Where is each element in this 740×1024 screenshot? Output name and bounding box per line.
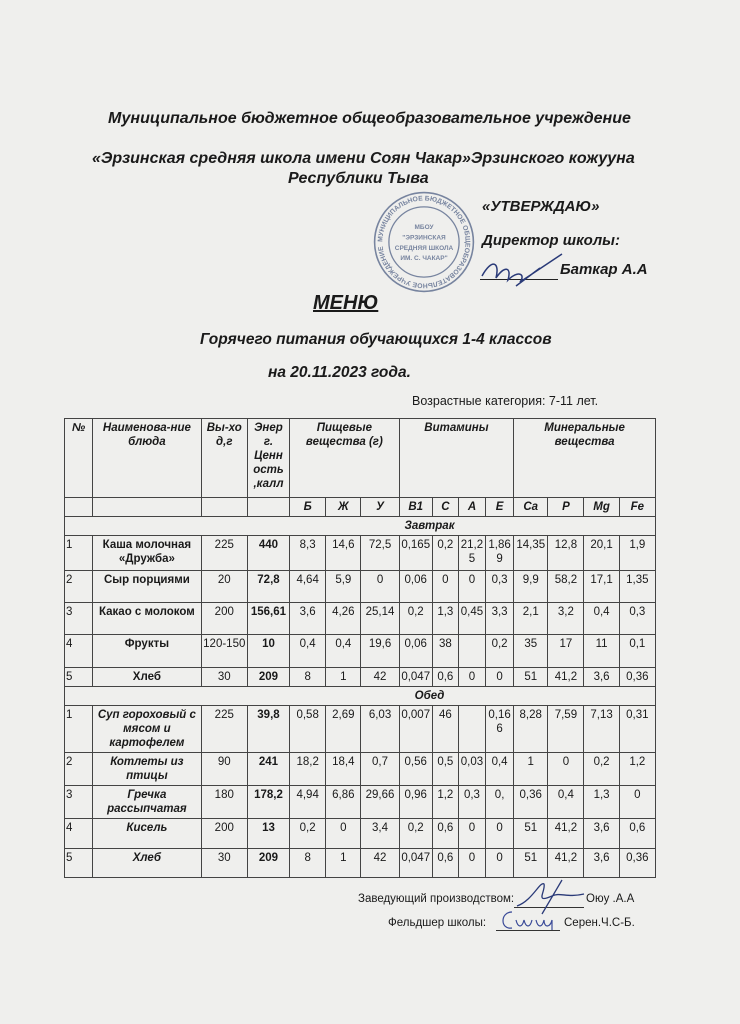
table-row — [65, 849, 656, 878]
table-cell: 1 — [65, 536, 93, 571]
table-cell: 0 — [458, 849, 485, 878]
table-cell: 72,5 — [361, 536, 399, 571]
table-cell: 41,2 — [548, 849, 584, 878]
table-cell: 51 — [514, 819, 548, 849]
table-cell: 0,06 — [399, 635, 432, 668]
table-cell: 42 — [361, 849, 399, 878]
table-cell: 9,9 — [514, 571, 548, 603]
energy-cell: 440 — [247, 536, 289, 571]
table-cell: 6,86 — [326, 786, 361, 819]
table-cell: 0,56 — [399, 753, 432, 786]
section-row — [65, 517, 656, 536]
dish-name: Гречка рассыпчатая — [93, 786, 202, 819]
header-yield: Вы-ход,г — [201, 419, 247, 498]
subheader-cell: Mg — [584, 498, 619, 517]
table-cell: 4 — [65, 819, 93, 849]
subheader-empty — [65, 498, 93, 517]
table-cell: 7,13 — [584, 706, 619, 753]
subheader-cell: А — [458, 498, 485, 517]
table-cell: 8,3 — [290, 536, 326, 571]
table-cell: 0,2 — [399, 603, 432, 635]
subheader-cell: С — [432, 498, 458, 517]
table-cell: 120-150 — [201, 635, 247, 668]
dish-name: Хлеб — [93, 668, 202, 687]
dish-name: Фрукты — [93, 635, 202, 668]
table-cell: 46 — [432, 706, 458, 753]
table-cell: 18,2 — [290, 753, 326, 786]
table-cell: 17 — [548, 635, 584, 668]
table-cell: 0,36 — [619, 668, 655, 687]
table-cell: 0,2 — [486, 635, 514, 668]
table-cell: 3,4 — [361, 819, 399, 849]
table-cell: 0,4 — [290, 635, 326, 668]
menu-date: на 20.11.2023 года. — [268, 364, 411, 381]
table-cell: 4,64 — [290, 571, 326, 603]
table-cell: 0,6 — [432, 819, 458, 849]
table-cell: 2,1 — [514, 603, 548, 635]
table-cell: 0,4 — [548, 786, 584, 819]
table-cell: 0,007 — [399, 706, 432, 753]
dish-name: Какао с молоком — [93, 603, 202, 635]
table-row — [65, 753, 656, 786]
table-cell: 225 — [201, 706, 247, 753]
table-cell: 0, — [486, 786, 514, 819]
subheader-cell: Fe — [619, 498, 655, 517]
table-cell: 17,1 — [584, 571, 619, 603]
table-cell: 180 — [201, 786, 247, 819]
energy-cell: 209 — [247, 668, 289, 687]
school-stamp — [372, 190, 476, 294]
medic-name: Серен.Ч.С-Б. — [564, 917, 635, 929]
table-cell: 1 — [326, 849, 361, 878]
table-cell: 51 — [514, 668, 548, 687]
subheader-cell: Б — [290, 498, 326, 517]
header-energy: Энер г. Ценн ость ,калл — [247, 419, 289, 498]
section-row — [65, 687, 656, 706]
director-signature — [478, 252, 568, 292]
table-cell: 0,3 — [486, 571, 514, 603]
table-cell: 0,1 — [619, 635, 655, 668]
table-cell: 90 — [201, 753, 247, 786]
table-cell: 0 — [458, 819, 485, 849]
subheader-empty — [93, 498, 202, 517]
table-cell: 0,2 — [432, 536, 458, 571]
table-cell — [458, 635, 485, 668]
table-cell: 4,26 — [326, 603, 361, 635]
table-cell: 0,06 — [399, 571, 432, 603]
svg-text:МУНИЦИПАЛЬНОЕ БЮДЖЕТНОЕ ОБЩЕОБ: МУНИЦИПАЛЬНОЕ БЮДЖЕТНОЕ ОБЩЕОБРАЗОВАТЕЛЬНОЕ УЧРЕЖДЕНИЕ — [377, 195, 471, 289]
section-title: Обед — [65, 687, 656, 706]
table-cell: 0 — [548, 753, 584, 786]
table-cell: 3,6 — [584, 849, 619, 878]
table-cell: 8,28 — [514, 706, 548, 753]
table-row — [65, 603, 656, 635]
table-cell: 0 — [486, 668, 514, 687]
energy-cell: 39,8 — [247, 706, 289, 753]
table-cell: 0,7 — [361, 753, 399, 786]
table-cell: 20 — [201, 571, 247, 603]
table-cell: 20,1 — [584, 536, 619, 571]
table-cell: 200 — [201, 603, 247, 635]
svg-text:СРЕДНЯЯ ШКОЛА: СРЕДНЯЯ ШКОЛА — [394, 244, 454, 252]
table-cell: 4 — [65, 635, 93, 668]
subheader-cell: Ж — [326, 498, 361, 517]
subheader-cell: Е — [486, 498, 514, 517]
table-cell: 14,6 — [326, 536, 361, 571]
table-cell: 1,2 — [432, 786, 458, 819]
page-title: МЕНЮ — [313, 292, 379, 314]
table-cell: 51 — [514, 849, 548, 878]
table-cell: 0,03 — [458, 753, 485, 786]
table-cell: 5 — [65, 849, 93, 878]
table-cell: 2,69 — [326, 706, 361, 753]
table-cell: 3,3 — [486, 603, 514, 635]
table-cell: 3 — [65, 603, 93, 635]
table-cell: 0,4 — [584, 603, 619, 635]
table-cell: 0,58 — [290, 706, 326, 753]
table-cell: 0,165 — [399, 536, 432, 571]
table-cell: 58,2 — [548, 571, 584, 603]
table-cell: 3 — [65, 786, 93, 819]
table-cell: 0,36 — [514, 786, 548, 819]
table-cell: 1,35 — [619, 571, 655, 603]
energy-cell: 241 — [247, 753, 289, 786]
table-row — [65, 668, 656, 687]
energy-cell: 178,2 — [247, 786, 289, 819]
table-cell: 7,59 — [548, 706, 584, 753]
table-cell: 3,6 — [290, 603, 326, 635]
table-cell: 38 — [432, 635, 458, 668]
table-cell: 18,4 — [326, 753, 361, 786]
table-cell: 0,4 — [326, 635, 361, 668]
header-dish-name: Наименова-ние блюда — [93, 419, 202, 498]
approve-label: «УТВЕРЖДАЮ» — [482, 198, 600, 215]
table-row — [65, 819, 656, 849]
table-cell: 1,3 — [432, 603, 458, 635]
subheader-cell: У — [361, 498, 399, 517]
dish-name: Котлеты из птицы — [93, 753, 202, 786]
table-cell: 8 — [290, 849, 326, 878]
table-cell: 0,31 — [619, 706, 655, 753]
dish-name: Суп гороховый с мясом и картофелем — [93, 706, 202, 753]
table-cell: 41,2 — [548, 668, 584, 687]
table-cell: 2 — [65, 753, 93, 786]
table-cell: 0,96 — [399, 786, 432, 819]
age-category: Возрастные категория: 7-11 лет. — [412, 394, 599, 408]
table-cell: 11 — [584, 635, 619, 668]
table-cell: 0,047 — [399, 668, 432, 687]
table-cell: 3,6 — [584, 819, 619, 849]
table-cell — [458, 706, 485, 753]
table-cell: 0,6 — [432, 849, 458, 878]
subheader-empty — [201, 498, 247, 517]
table-cell: 5 — [65, 668, 93, 687]
table-cell: 0,2 — [399, 819, 432, 849]
table-cell: 1 — [65, 706, 93, 753]
subheader-cell: Ca — [514, 498, 548, 517]
table-cell: 1 — [326, 668, 361, 687]
table-cell: 1,3 — [584, 786, 619, 819]
header-minerals: Минеральные вещества — [514, 419, 656, 498]
table-cell: 0 — [486, 849, 514, 878]
table-row — [65, 571, 656, 603]
energy-cell: 156,61 — [247, 603, 289, 635]
section-title: Завтрак — [65, 517, 656, 536]
table-cell: 42 — [361, 668, 399, 687]
table-cell: 12,8 — [548, 536, 584, 571]
dish-name: Сыр порциями — [93, 571, 202, 603]
table-cell: 6,03 — [361, 706, 399, 753]
table-cell: 0 — [458, 668, 485, 687]
table-cell: 4,94 — [290, 786, 326, 819]
table-row — [65, 786, 656, 819]
table-cell: 0,2 — [584, 753, 619, 786]
production-name: Оюу .А.А — [586, 893, 635, 905]
production-label: Заведующий производством: — [358, 893, 515, 905]
table-cell: 0,36 — [619, 849, 655, 878]
director-label: Директор школы: — [482, 232, 620, 249]
table-cell: 0,5 — [432, 753, 458, 786]
director-name: Баткар А.А — [560, 261, 648, 278]
medic-signature — [498, 906, 568, 936]
medic-label: Фельдшер школы: — [388, 917, 487, 929]
table-row — [65, 635, 656, 668]
svg-text:"ЭРЗИНСКАЯ: "ЭРЗИНСКАЯ — [402, 234, 446, 242]
table-cell: 0 — [619, 786, 655, 819]
energy-cell: 10 — [247, 635, 289, 668]
table-cell: 25,14 — [361, 603, 399, 635]
table-cell: 225 — [201, 536, 247, 571]
table-cell: 3,2 — [548, 603, 584, 635]
table-cell: 0,3 — [619, 603, 655, 635]
subheader-cell: P — [548, 498, 584, 517]
table-cell: 0,4 — [486, 753, 514, 786]
header-nutrients: Пищевые вещества (г) — [290, 419, 400, 498]
header-vitamins: Витамины — [399, 419, 514, 498]
table-cell: 0,2 — [290, 819, 326, 849]
table-cell: 0 — [486, 819, 514, 849]
org-name-line2: «Эрзинская средняя школа имени Соян Чакар»Эрзинского кожууна — [92, 150, 635, 167]
table-cell: 35 — [514, 635, 548, 668]
table-cell: 30 — [201, 849, 247, 878]
org-name-line3: Республики Тыва — [288, 170, 429, 187]
table-cell: 200 — [201, 819, 247, 849]
table-cell: 8 — [290, 668, 326, 687]
dish-name: Хлеб — [93, 849, 202, 878]
header-number: № — [65, 419, 93, 498]
energy-cell: 13 — [247, 819, 289, 849]
table-row — [65, 706, 656, 753]
table-cell: 41,2 — [548, 819, 584, 849]
table-cell: 14,35 — [514, 536, 548, 571]
table-cell: 0 — [432, 571, 458, 603]
table-cell: 2 — [65, 571, 93, 603]
table-cell: 30 — [201, 668, 247, 687]
dish-name: Кисель — [93, 819, 202, 849]
table-cell: 0 — [361, 571, 399, 603]
table-cell: 0 — [326, 819, 361, 849]
table-cell: 0,047 — [399, 849, 432, 878]
subheader-empty — [247, 498, 289, 517]
energy-cell: 209 — [247, 849, 289, 878]
subheader-cell: В1 — [399, 498, 432, 517]
table-cell: 5,9 — [326, 571, 361, 603]
dish-name: Каша молочная «Дружба» — [93, 536, 202, 571]
subtitle: Горячего питания обучающихся 1-4 классов — [200, 331, 552, 348]
svg-text:МБОУ: МБОУ — [414, 224, 434, 231]
table-cell: 1,9 — [619, 536, 655, 571]
table-cell: 0,6 — [432, 668, 458, 687]
table-cell: 1 — [514, 753, 548, 786]
table-cell: 1,2 — [619, 753, 655, 786]
table-cell: 29,66 — [361, 786, 399, 819]
table-cell: 0,45 — [458, 603, 485, 635]
table-cell: 0,6 — [619, 819, 655, 849]
table-cell: 0,166 — [486, 706, 514, 753]
table-cell: 3,6 — [584, 668, 619, 687]
svg-text:ИМ. С. ЧАКАР": ИМ. С. ЧАКАР" — [400, 255, 448, 263]
table-cell: 19,6 — [361, 635, 399, 668]
table-row — [65, 536, 656, 571]
table-cell: 21,25 — [458, 536, 485, 571]
table-cell: 1,869 — [486, 536, 514, 571]
table-cell: 0 — [458, 571, 485, 603]
menu-table — [64, 418, 656, 878]
table-cell: 0,3 — [458, 786, 485, 819]
org-name-line1: Муниципальное бюджетное общеобразовательное учреждение — [108, 110, 631, 127]
energy-cell: 72,8 — [247, 571, 289, 603]
